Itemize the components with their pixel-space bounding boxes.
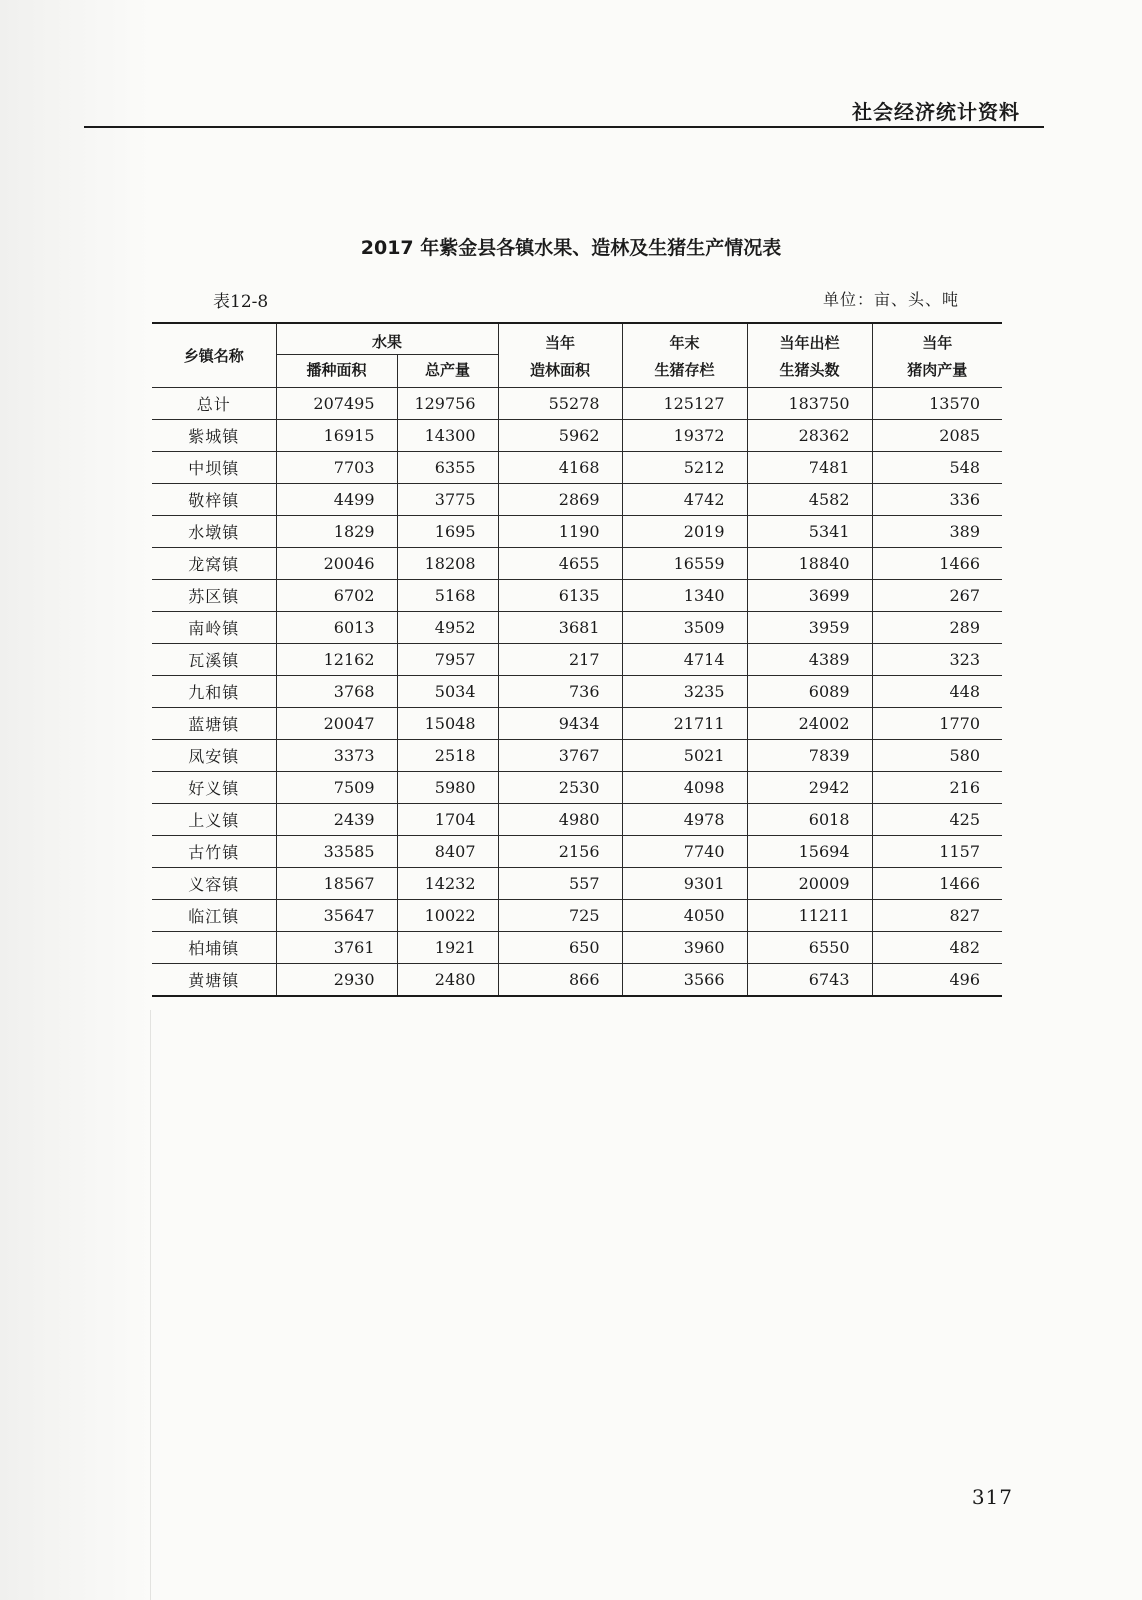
table-row: [152, 644, 1002, 676]
value-cell: 1921: [397, 932, 498, 964]
value-cell: 3775: [397, 484, 498, 516]
value-cell: 5168: [397, 580, 498, 612]
table-row: [152, 580, 1002, 612]
table-row: [152, 452, 1002, 484]
town-name-cell: 瓦溪镇: [152, 644, 276, 676]
header-pig-stock-top: 年末: [622, 323, 747, 355]
header-pig-stock-bottom: 生猪存栏: [622, 355, 747, 388]
value-cell: 16915: [276, 420, 397, 452]
value-cell: 1829: [276, 516, 397, 548]
town-name-cell: 古竹镇: [152, 836, 276, 868]
table-row: [152, 932, 1002, 964]
value-cell: 289: [872, 612, 1002, 644]
value-cell: 3959: [747, 612, 872, 644]
value-cell: 5034: [397, 676, 498, 708]
value-cell: 4499: [276, 484, 397, 516]
value-cell: 4655: [498, 548, 622, 580]
value-cell: 425: [872, 804, 1002, 836]
value-cell: 448: [872, 676, 1002, 708]
page-fold-line: [150, 1010, 151, 1600]
value-cell: 15694: [747, 836, 872, 868]
value-cell: 866: [498, 964, 622, 997]
table-row: [152, 548, 1002, 580]
value-cell: 35647: [276, 900, 397, 932]
town-name-cell: 南岭镇: [152, 612, 276, 644]
value-cell: 9301: [622, 868, 747, 900]
table-row: [152, 772, 1002, 804]
value-cell: 2480: [397, 964, 498, 997]
value-cell: 4714: [622, 644, 747, 676]
header-afforest-top: 当年: [498, 323, 622, 355]
town-name-cell: 黄塘镇: [152, 964, 276, 997]
value-cell: 3566: [622, 964, 747, 997]
value-cell: 216: [872, 772, 1002, 804]
town-name-cell: 水墩镇: [152, 516, 276, 548]
value-cell: 389: [872, 516, 1002, 548]
value-cell: 24002: [747, 708, 872, 740]
table-row: [152, 868, 1002, 900]
value-cell: 496: [872, 964, 1002, 997]
value-cell: 1190: [498, 516, 622, 548]
value-cell: 4389: [747, 644, 872, 676]
value-cell: 4050: [622, 900, 747, 932]
value-cell: 13570: [872, 388, 1002, 420]
statistics-table: [152, 322, 1002, 997]
value-cell: 5212: [622, 452, 747, 484]
value-cell: 6550: [747, 932, 872, 964]
value-cell: 336: [872, 484, 1002, 516]
value-cell: 15048: [397, 708, 498, 740]
value-cell: 3761: [276, 932, 397, 964]
table-row: [152, 516, 1002, 548]
value-cell: 20046: [276, 548, 397, 580]
value-cell: 9434: [498, 708, 622, 740]
value-cell: 6089: [747, 676, 872, 708]
town-name-cell: 凤安镇: [152, 740, 276, 772]
town-name-cell: 柏埔镇: [152, 932, 276, 964]
value-cell: 2439: [276, 804, 397, 836]
value-cell: 580: [872, 740, 1002, 772]
value-cell: 4980: [498, 804, 622, 836]
value-cell: 4168: [498, 452, 622, 484]
value-cell: 125127: [622, 388, 747, 420]
value-cell: 7703: [276, 452, 397, 484]
value-cell: 2518: [397, 740, 498, 772]
value-cell: 2930: [276, 964, 397, 997]
value-cell: 7839: [747, 740, 872, 772]
value-cell: 3681: [498, 612, 622, 644]
value-cell: 5341: [747, 516, 872, 548]
value-cell: 217: [498, 644, 622, 676]
value-cell: 7957: [397, 644, 498, 676]
page-number: 317: [971, 1485, 1013, 1509]
value-cell: 2156: [498, 836, 622, 868]
value-cell: 1695: [397, 516, 498, 548]
value-cell: 18208: [397, 548, 498, 580]
value-cell: 28362: [747, 420, 872, 452]
value-cell: 14300: [397, 420, 498, 452]
value-cell: 3768: [276, 676, 397, 708]
town-name-cell: 上义镇: [152, 804, 276, 836]
header-fruit-output: 总产量: [397, 355, 498, 388]
header-afforest-bottom: 造林面积: [498, 355, 622, 388]
value-cell: 19372: [622, 420, 747, 452]
table-row: [152, 388, 1002, 420]
value-cell: 16559: [622, 548, 747, 580]
table-row: [152, 484, 1002, 516]
value-cell: 10022: [397, 900, 498, 932]
value-cell: 2085: [872, 420, 1002, 452]
table-row: [152, 420, 1002, 452]
running-head: 社会经济统计资料: [852, 100, 1020, 124]
value-cell: 6013: [276, 612, 397, 644]
value-cell: 4952: [397, 612, 498, 644]
unit-label: 单位：亩、头、吨: [822, 290, 959, 309]
header-pork-bottom: 猪肉产量: [872, 355, 1002, 388]
town-name-cell: 蓝塘镇: [152, 708, 276, 740]
value-cell: 2019: [622, 516, 747, 548]
town-name-cell: 龙窝镇: [152, 548, 276, 580]
value-cell: 2530: [498, 772, 622, 804]
header-fruit-area: 播种面积: [276, 355, 397, 388]
value-cell: 2869: [498, 484, 622, 516]
value-cell: 18567: [276, 868, 397, 900]
value-cell: 4978: [622, 804, 747, 836]
header-town: 乡镇名称: [152, 323, 276, 388]
value-cell: 1340: [622, 580, 747, 612]
value-cell: 725: [498, 900, 622, 932]
town-name-cell: 九和镇: [152, 676, 276, 708]
header-fruit: 水果: [276, 323, 498, 355]
value-cell: 650: [498, 932, 622, 964]
value-cell: 323: [872, 644, 1002, 676]
value-cell: 548: [872, 452, 1002, 484]
value-cell: 20047: [276, 708, 397, 740]
table-row: [152, 612, 1002, 644]
value-cell: 12162: [276, 644, 397, 676]
town-name-cell: 好义镇: [152, 772, 276, 804]
table-row: [152, 836, 1002, 868]
value-cell: 1466: [872, 548, 1002, 580]
value-cell: 14232: [397, 868, 498, 900]
value-cell: 557: [498, 868, 622, 900]
value-cell: 1770: [872, 708, 1002, 740]
value-cell: 1466: [872, 868, 1002, 900]
value-cell: 7509: [276, 772, 397, 804]
town-name-cell: 总计: [152, 388, 276, 420]
value-cell: 207495: [276, 388, 397, 420]
value-cell: 3960: [622, 932, 747, 964]
value-cell: 4742: [622, 484, 747, 516]
value-cell: 3767: [498, 740, 622, 772]
header-rule: [84, 126, 1044, 128]
value-cell: 1704: [397, 804, 498, 836]
value-cell: 8407: [397, 836, 498, 868]
town-name-cell: 临江镇: [152, 900, 276, 932]
value-cell: 6355: [397, 452, 498, 484]
header-pork-top: 当年: [872, 323, 1002, 355]
value-cell: 4098: [622, 772, 747, 804]
header-pig-out-bottom: 生猪头数: [747, 355, 872, 388]
value-cell: 7740: [622, 836, 747, 868]
value-cell: 5962: [498, 420, 622, 452]
value-cell: 20009: [747, 868, 872, 900]
table-row: [152, 676, 1002, 708]
value-cell: 3235: [622, 676, 747, 708]
value-cell: 736: [498, 676, 622, 708]
town-name-cell: 中坝镇: [152, 452, 276, 484]
value-cell: 55278: [498, 388, 622, 420]
value-cell: 2942: [747, 772, 872, 804]
table-row: [152, 804, 1002, 836]
table-row: [152, 964, 1002, 997]
value-cell: 3699: [747, 580, 872, 612]
value-cell: 183750: [747, 388, 872, 420]
value-cell: 18840: [747, 548, 872, 580]
town-name-cell: 义容镇: [152, 868, 276, 900]
town-name-cell: 紫城镇: [152, 420, 276, 452]
value-cell: 6135: [498, 580, 622, 612]
value-cell: 6743: [747, 964, 872, 997]
page-binding-shadow: [0, 0, 150, 1600]
table-title: 2017 年紫金县各镇水果、造林及生猪生产情况表: [360, 237, 782, 259]
value-cell: 7481: [747, 452, 872, 484]
value-cell: 3509: [622, 612, 747, 644]
table-number: 表12-8: [213, 292, 269, 312]
value-cell: 21711: [622, 708, 747, 740]
table-row: [152, 708, 1002, 740]
value-cell: 482: [872, 932, 1002, 964]
value-cell: 6702: [276, 580, 397, 612]
value-cell: 33585: [276, 836, 397, 868]
table-row: [152, 740, 1002, 772]
value-cell: 3373: [276, 740, 397, 772]
header-pig-out-top: 当年出栏: [747, 323, 872, 355]
value-cell: 11211: [747, 900, 872, 932]
town-name-cell: 苏区镇: [152, 580, 276, 612]
value-cell: 6018: [747, 804, 872, 836]
value-cell: 129756: [397, 388, 498, 420]
value-cell: 1157: [872, 836, 1002, 868]
town-name-cell: 敬梓镇: [152, 484, 276, 516]
value-cell: 267: [872, 580, 1002, 612]
table-row: [152, 900, 1002, 932]
value-cell: 827: [872, 900, 1002, 932]
value-cell: 5980: [397, 772, 498, 804]
value-cell: 5021: [622, 740, 747, 772]
value-cell: 4582: [747, 484, 872, 516]
